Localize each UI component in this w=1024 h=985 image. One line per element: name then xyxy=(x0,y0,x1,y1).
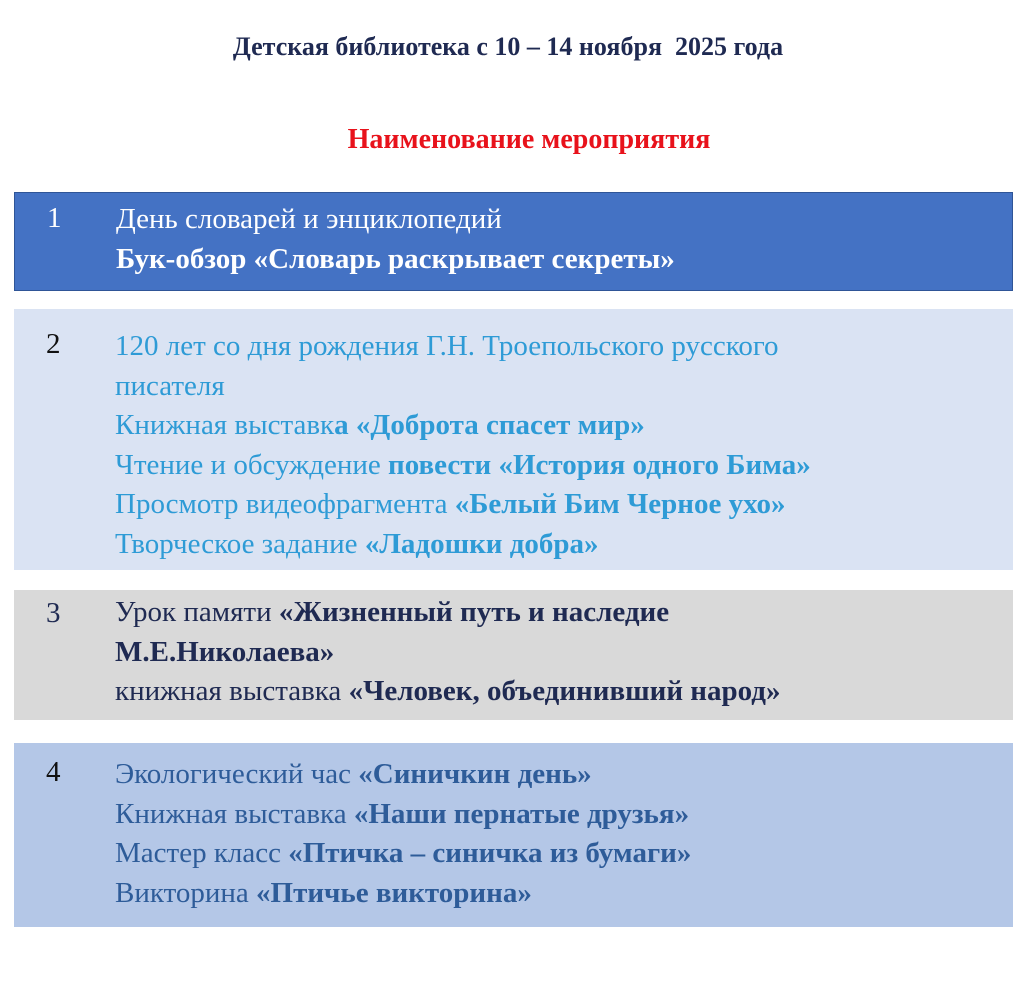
event-line xyxy=(116,240,1002,280)
event-number: 3 xyxy=(46,597,61,629)
event-line xyxy=(115,755,1003,795)
event-line-bold: «Ладошки добра» xyxy=(364,527,599,560)
event-line-bold: «Птичка – синичка из бумаги» xyxy=(288,837,692,869)
event-line xyxy=(115,834,1003,874)
event-line-bold: «Птичье викторина» xyxy=(256,876,532,909)
event-line xyxy=(115,525,1003,565)
event-line-text: День словарей и энциклопедий xyxy=(116,203,502,235)
event-line xyxy=(115,406,1003,446)
event-row-1 xyxy=(14,192,1013,291)
event-line xyxy=(115,446,1003,486)
event-line-bold: Бук-обзор «Словарь раскрывает секреты» xyxy=(116,242,675,275)
event-number: 1 xyxy=(47,202,62,234)
event-line-bold: «Белый Бим Черное ухо» xyxy=(454,488,786,520)
event-line-text: Экологический час xyxy=(115,758,359,790)
event-row-4 xyxy=(14,743,1013,927)
event-number: 4 xyxy=(46,756,61,788)
event-line-text: книжная выставка xyxy=(115,675,349,707)
event-row-2 xyxy=(14,309,1013,570)
event-line-text: Чтение и обсуждение xyxy=(115,448,389,481)
event-line xyxy=(116,200,1002,240)
event-line xyxy=(115,327,1003,367)
event-line xyxy=(115,672,1003,712)
event-line-bold: «Наши пернатые друзья» xyxy=(353,797,690,830)
event-line xyxy=(115,485,1003,525)
event-line-text: Мастер класс xyxy=(115,837,289,869)
event-line-text: 120 лет со дня рождения Г.Н. Троепольского русского xyxy=(115,330,779,362)
section-heading: Наименование мероприятия xyxy=(347,124,711,155)
event-description xyxy=(115,327,1003,564)
event-line-text: Книжная выставк xyxy=(115,409,335,441)
event-line-bold: «Человек, объединивший народ» xyxy=(348,675,781,707)
event-description xyxy=(116,200,1002,279)
event-line-text: Просмотр видеофрагмента xyxy=(115,488,455,520)
event-line xyxy=(115,593,1003,633)
event-line xyxy=(115,795,1003,835)
event-description xyxy=(115,593,1003,712)
event-line-bold: «Жизненный путь и наследие xyxy=(278,596,670,628)
event-line xyxy=(115,874,1003,914)
event-line-bold: повести «История одного Бима» xyxy=(388,448,811,481)
page-title: Детская библиотека с 10 – 14 ноября 2025 года xyxy=(232,32,784,61)
event-line-bold: М.Е.Николаева» xyxy=(115,635,335,668)
event-line-text: писателя xyxy=(115,369,225,402)
event-line-text: Творческое задание xyxy=(115,527,365,560)
event-line xyxy=(115,633,1003,673)
event-line-bold: а «Доброта спасет мир» xyxy=(334,409,645,441)
event-description xyxy=(115,755,1003,913)
event-number: 2 xyxy=(46,328,61,360)
event-line-text: Книжная выставка xyxy=(115,797,354,830)
event-line-text: Викторина xyxy=(115,876,257,909)
event-line xyxy=(115,367,1003,407)
event-row-3 xyxy=(14,590,1013,720)
event-line-bold: «Синичкин день» xyxy=(358,758,592,790)
event-line-text: Урок памяти xyxy=(115,596,279,628)
